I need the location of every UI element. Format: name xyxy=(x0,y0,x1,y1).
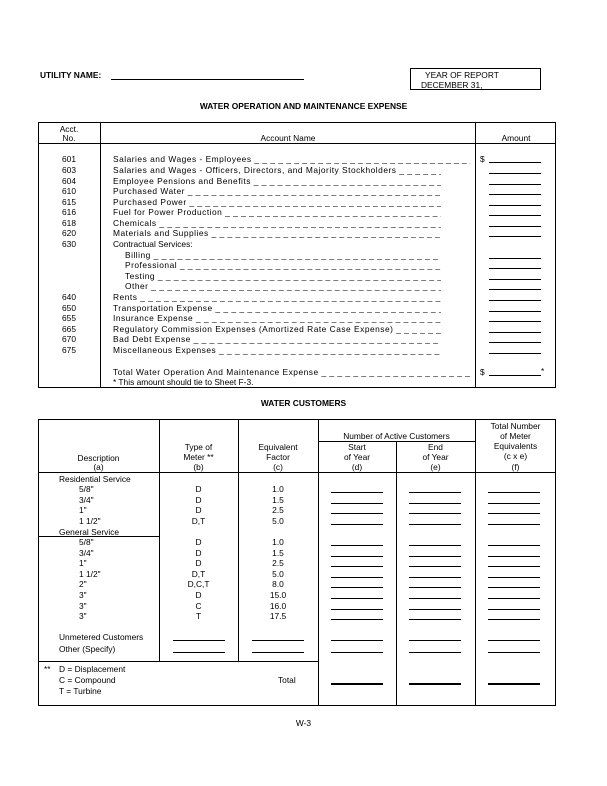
dollar-sign: $ xyxy=(480,154,485,164)
amount-field[interactable] xyxy=(489,279,541,280)
h-equiv-1: Equivalent xyxy=(258,442,298,452)
customer-count-field[interactable] xyxy=(488,556,540,557)
account-name: Professional _ _ _ xyxy=(125,260,441,270)
account-number: 610 xyxy=(62,186,76,196)
customer-count-field[interactable] xyxy=(331,556,383,557)
year-label-1: YEAR OF REPORT xyxy=(425,70,499,80)
customer-count-field[interactable] xyxy=(409,545,461,546)
amount-field[interactable] xyxy=(489,184,541,185)
account-number: 675 xyxy=(62,345,76,355)
amount-field[interactable] xyxy=(489,162,541,163)
meter-factor: 5.0 xyxy=(272,516,284,526)
customer-count-field[interactable] xyxy=(488,513,540,514)
account-number: 665 xyxy=(62,324,76,334)
year-label-2: DECEMBER 31, xyxy=(421,80,483,90)
customers-total-label: Total xyxy=(278,675,296,685)
unmetered-type-field[interactable] xyxy=(173,640,225,641)
h-active-customers: Number of Active Customers xyxy=(343,431,450,441)
legend-displacement: D = Displacement xyxy=(59,664,126,674)
meter-size: 3/4" xyxy=(79,548,94,558)
h-end-2: of Year xyxy=(422,452,449,462)
account-number: 650 xyxy=(62,303,76,313)
h-start-2: of Year xyxy=(343,452,371,462)
customer-count-field[interactable] xyxy=(331,577,383,578)
account-number: 630 xyxy=(62,239,76,249)
account-number: 655 xyxy=(62,313,76,323)
meter-type: D,C,T xyxy=(187,579,210,589)
amount-field[interactable] xyxy=(489,215,541,216)
customer-total-field[interactable] xyxy=(488,683,540,685)
h-end-sub: (e) xyxy=(430,462,441,472)
meter-size: 1 1/2" xyxy=(79,516,101,526)
account-number: 616 xyxy=(62,207,76,217)
account-number: 603 xyxy=(62,165,76,175)
customer-count-field[interactable] xyxy=(331,587,383,588)
h-equiv-sub: (c) xyxy=(273,462,283,472)
h-total-1: Total Number xyxy=(490,421,541,431)
customer-count-field[interactable] xyxy=(409,640,461,641)
customer-count-field[interactable] xyxy=(488,619,540,620)
meter-factor: 17.5 xyxy=(269,611,287,621)
customer-count-field[interactable] xyxy=(488,577,540,578)
meter-factor: 5.0 xyxy=(272,569,284,579)
year-of-report-box xyxy=(410,68,541,90)
amount-field[interactable] xyxy=(489,332,541,333)
amount-field[interactable] xyxy=(489,268,541,269)
residential-service-label: Residential Service xyxy=(59,474,131,484)
customer-count-field[interactable] xyxy=(488,566,540,567)
customer-count-field[interactable] xyxy=(331,566,383,567)
legend-compound: C = Compound xyxy=(59,675,116,685)
customer-count-field[interactable] xyxy=(488,640,540,641)
customer-count-field[interactable] xyxy=(331,492,383,493)
meter-size: 1 1/2" xyxy=(79,569,101,579)
customer-count-field[interactable] xyxy=(409,577,461,578)
utility-name-field[interactable] xyxy=(111,79,304,80)
customer-count-field[interactable] xyxy=(331,640,383,641)
account-number: 618 xyxy=(62,218,76,228)
customer-count-field[interactable] xyxy=(331,524,383,525)
amount-field[interactable] xyxy=(489,236,541,237)
account-number: 604 xyxy=(62,176,76,186)
amount-field[interactable] xyxy=(489,300,541,301)
legend-turbine: T = Turbine xyxy=(59,686,102,696)
customer-count-field[interactable] xyxy=(488,545,540,546)
account-number: 640 xyxy=(62,292,76,302)
customer-count-field[interactable] xyxy=(331,609,383,610)
customer-count-field[interactable] xyxy=(331,652,383,653)
h-total-3: Equivalents xyxy=(493,441,538,451)
meter-type: C xyxy=(195,601,202,611)
customer-count-field[interactable] xyxy=(331,598,383,599)
amount-field[interactable] xyxy=(489,289,541,290)
meter-factor: 2.5 xyxy=(272,505,284,515)
total-expense-amount-field[interactable] xyxy=(489,375,541,376)
meter-type: D xyxy=(195,548,202,558)
meter-size: 2" xyxy=(79,579,87,589)
h-type-sub: (b) xyxy=(193,462,204,472)
account-name: Billing _ _ _ xyxy=(125,250,441,260)
amount-field[interactable] xyxy=(489,353,541,354)
h-equiv-2: Factor xyxy=(266,452,290,462)
amount-field[interactable] xyxy=(489,321,541,322)
h-type-1: Type of xyxy=(184,442,213,452)
account-name: Purchased Power _ _ _ xyxy=(113,197,441,207)
customer-count-field[interactable] xyxy=(488,652,540,653)
amount-field[interactable] xyxy=(489,311,541,312)
col-account-name: Account Name xyxy=(260,133,316,143)
other-factor-field[interactable] xyxy=(252,652,304,653)
account-name: Regulatory Commission Expenses (Amortized Rate Case Expense) _ _ _ xyxy=(113,324,441,334)
meter-type: D,T xyxy=(191,569,206,579)
total-expense-label: Total Water Operation And Maintenance Expense _ _ _ xyxy=(113,367,471,377)
account-name: Other _ _ _ xyxy=(125,281,441,291)
other-type-field[interactable] xyxy=(173,652,225,653)
customer-count-field[interactable] xyxy=(409,587,461,588)
amount-field[interactable] xyxy=(489,226,541,227)
account-number: 620 xyxy=(62,228,76,238)
customer-count-field[interactable] xyxy=(409,566,461,567)
total-dollar-sign: $ xyxy=(480,367,485,377)
customer-count-field[interactable] xyxy=(488,503,540,504)
account-name: Transportation Expense _ _ _ xyxy=(113,303,441,313)
amount-field[interactable] xyxy=(489,342,541,343)
h-start-1: Start xyxy=(348,442,366,452)
customer-count-field[interactable] xyxy=(409,513,461,514)
utility-name-label: UTILITY NAME: xyxy=(40,70,102,80)
meter-type: T xyxy=(195,611,202,621)
account-name: Miscellaneous Expenses _ _ _ xyxy=(113,345,441,355)
customer-count-field[interactable] xyxy=(488,587,540,588)
meter-factor: 8.0 xyxy=(272,579,284,589)
customer-count-field[interactable] xyxy=(409,609,461,610)
total-star: * xyxy=(541,366,545,376)
meter-type: D xyxy=(195,505,202,515)
h-total-sub: (f) xyxy=(511,462,520,472)
customer-count-field[interactable] xyxy=(409,524,461,525)
h-total-4: (c x e) xyxy=(503,451,528,461)
customer-count-field[interactable] xyxy=(409,492,461,493)
customer-count-field[interactable] xyxy=(409,556,461,557)
page-number: W-3 xyxy=(295,718,312,728)
meter-factor: 1.0 xyxy=(272,537,284,547)
meter-factor: 15.0 xyxy=(269,590,287,600)
customer-count-field[interactable] xyxy=(331,545,383,546)
customers-title: WATER CUSTOMERS xyxy=(260,398,347,408)
account-number: 670 xyxy=(62,334,76,344)
meter-size: 5/8" xyxy=(79,484,94,494)
account-number: 601 xyxy=(62,154,76,164)
meter-factor: 1.5 xyxy=(272,495,284,505)
col-amount: Amount xyxy=(501,133,531,143)
customer-count-field[interactable] xyxy=(409,652,461,653)
account-name: Salaries and Wages - Officers, Directors, and Majority Stockholders _ _ _ xyxy=(113,165,441,175)
h-start-sub: (d) xyxy=(351,462,363,472)
expense-title: WATER OPERATION AND MAINTENANCE EXPENSE xyxy=(199,101,408,111)
customer-total-field[interactable] xyxy=(331,683,383,685)
customer-count-field[interactable] xyxy=(409,598,461,599)
col-acct-1: Acct. xyxy=(59,124,79,134)
general-service-label: General Service xyxy=(59,527,120,537)
account-name: Chemicals _ _ _ xyxy=(113,218,441,228)
meter-type: D xyxy=(195,484,202,494)
account-name: Purchased Water _ _ _ xyxy=(113,186,441,196)
account-name: Insurance Expense _ _ _ xyxy=(113,313,441,323)
account-name: Employee Pensions and Benefits _ _ _ xyxy=(113,176,441,186)
col-acct-2: No. xyxy=(62,133,76,143)
meter-size: 3" xyxy=(79,601,87,611)
meter-size: 1" xyxy=(79,505,87,515)
customer-count-field[interactable] xyxy=(409,503,461,504)
meter-type: D xyxy=(195,590,202,600)
amount-field[interactable] xyxy=(489,205,541,206)
legend-stars: ** xyxy=(44,664,51,674)
unmetered-factor-field[interactable] xyxy=(252,640,304,641)
amount-field[interactable] xyxy=(489,258,541,259)
meter-factor: 1.0 xyxy=(272,484,284,494)
expense-footnote: * This amount should tie to Sheet F-3. xyxy=(113,377,254,387)
amount-field[interactable] xyxy=(489,194,541,195)
h-total-2: of Meter xyxy=(500,431,531,441)
h-end-1: End xyxy=(428,442,443,452)
customer-count-field[interactable] xyxy=(488,524,540,525)
unmetered-customers-label: Unmetered Customers xyxy=(59,632,144,642)
customer-count-field[interactable] xyxy=(331,619,383,620)
account-number: 615 xyxy=(62,197,76,207)
meter-type: D xyxy=(195,495,202,505)
h-description: Description xyxy=(77,453,120,463)
customer-count-field[interactable] xyxy=(488,609,540,610)
account-name: Testing _ _ _ xyxy=(125,271,441,281)
meter-size: 5/8" xyxy=(79,537,94,547)
meter-factor: 2.5 xyxy=(272,558,284,568)
meter-type: D xyxy=(195,537,202,547)
customer-total-field[interactable] xyxy=(409,683,461,685)
customer-count-field[interactable] xyxy=(488,598,540,599)
customer-count-field[interactable] xyxy=(331,513,383,514)
meter-size: 1" xyxy=(79,558,87,568)
account-name: Rents _ _ _ xyxy=(113,292,441,302)
customer-count-field[interactable] xyxy=(409,619,461,620)
meter-factor: 1.5 xyxy=(272,548,284,558)
meter-type: D xyxy=(195,558,202,568)
meter-size: 3/4" xyxy=(79,495,94,505)
account-name: Salaries and Wages - Employees _ _ _ xyxy=(113,154,470,164)
amount-field[interactable] xyxy=(489,173,541,174)
account-name: Materials and Supplies _ _ _ xyxy=(113,228,441,238)
meter-size: 3" xyxy=(79,611,87,621)
meter-size: 3" xyxy=(79,590,87,600)
h-type-2: Meter ** xyxy=(183,452,214,462)
meter-factor: 16.0 xyxy=(269,601,287,611)
customer-count-field[interactable] xyxy=(331,503,383,504)
other-specify-label: Other (Specify) xyxy=(59,644,116,654)
meter-type: D,T xyxy=(191,516,206,526)
account-name: Contractual Services: xyxy=(113,239,193,249)
h-description-sub: (a) xyxy=(93,462,104,472)
account-name: Fuel for Power Production _ _ _ xyxy=(113,207,441,217)
customer-count-field[interactable] xyxy=(488,492,540,493)
account-name: Bad Debt Expense _ _ _ xyxy=(113,334,441,344)
